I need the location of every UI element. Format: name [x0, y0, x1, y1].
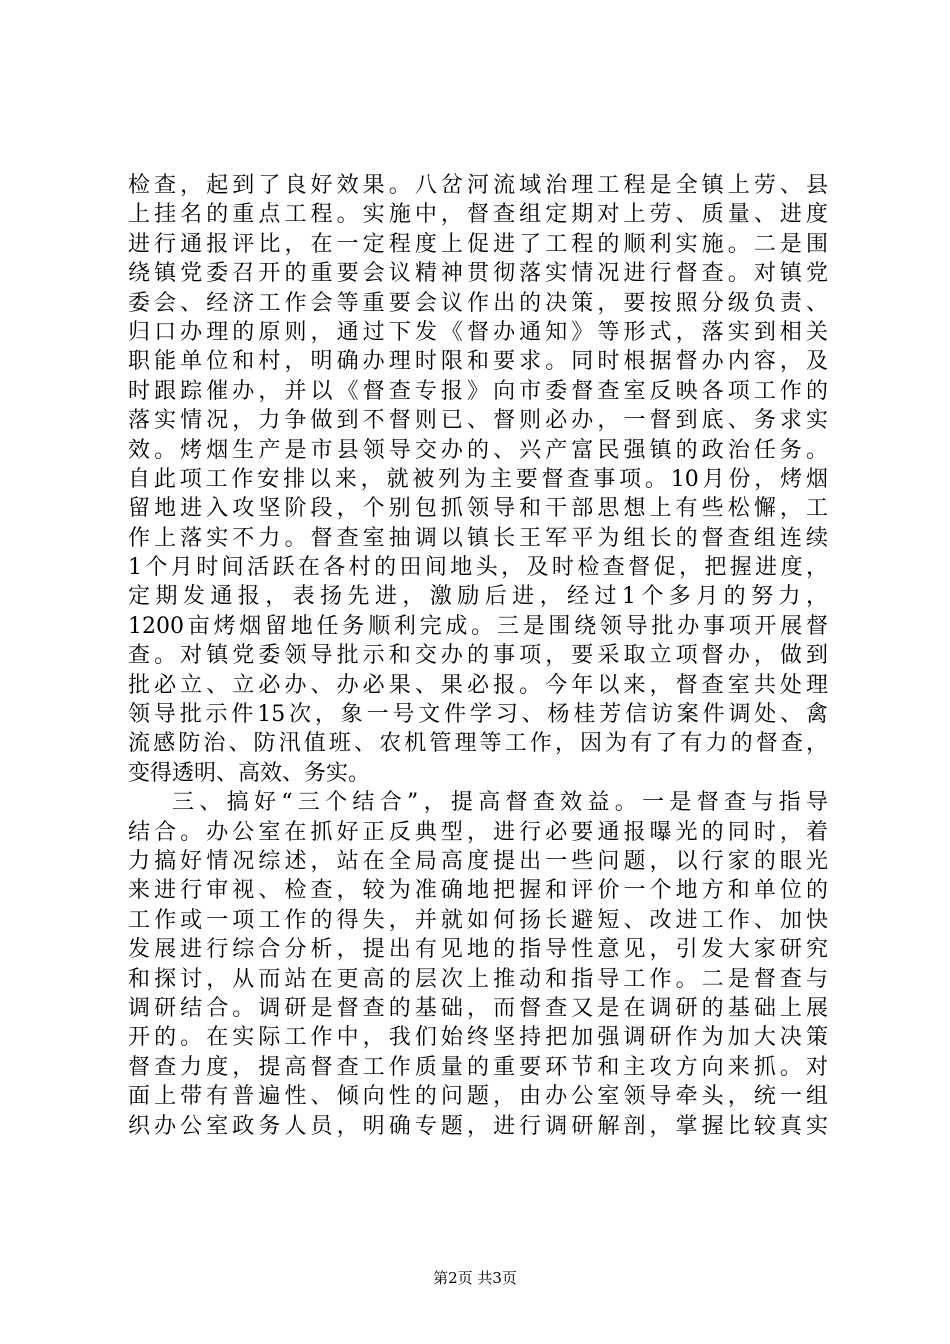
text-line: 定期发通报，表扬先进，激励后进，经过1个多月的努力，	[128, 584, 828, 610]
text-line: 上挂名的重点工程。实施中，督查组定期对上劳、质量、进度	[128, 202, 828, 228]
text-line: 委会、经济工作会等重要会议作出的决策，要按照分级负责、	[128, 290, 828, 316]
text-line: 来进行审视、检查，较为准确地把握和评价一个地方和单位的	[128, 878, 828, 904]
text-line: 开的。在实际工作中，我们始终坚持把加强调研作为加大决策	[128, 1025, 828, 1051]
text-line: 领导批示件15次，象一号文件学习、杨桂芳信访案件调处、禽	[128, 702, 828, 728]
text-line: 1个月时间活跃在各村的田间地头，及时检查督促，把握进度，	[128, 555, 828, 581]
text-line: 留地进入攻坚阶段，个别包抓领导和干部思想上有些松懈，工	[128, 496, 828, 522]
text-line: 落实情况，力争做到不督则已、督则必办，一督到底、务求实	[128, 408, 828, 434]
text-line: 作上落实不力。督查室抽调以镇长王军平为组长的督查组连续	[128, 525, 828, 551]
text-line: 调研结合。调研是督查的基础，而督查又是在调研的基础上展	[128, 995, 828, 1021]
text-line: 工作或一项工作的得失，并就如何扬长避短、改进工作、加快	[128, 907, 828, 933]
text-line: 检查，起到了良好效果。八岔河流域治理工程是全镇上劳、县	[128, 173, 828, 198]
text-line: 职能单位和村，明确办理时限和要求。同时根据督办内容，及	[128, 349, 828, 375]
text-line: 查。对镇党委领导批示和交办的事项，要采取立项督办，做到	[128, 643, 828, 669]
text-line: 织办公室政务人员，明确专题，进行调研解剖，掌握比较真实	[128, 1113, 828, 1139]
text-line: 绕镇党委召开的重要会议精神贯彻落实情况进行督查。对镇党	[128, 261, 828, 287]
text-line: 流感防治、防汛值班、农机管理等工作，因为有了有力的督查，	[128, 731, 828, 757]
text-line: 批必立、立必办、办必果、果必报。今年以来，督查室共处理	[128, 672, 828, 698]
text-line: 三、搞好“三个结合”，提高督查效益。一是督查与指导	[172, 790, 828, 816]
text-line: 发展进行综合分析，提出有见地的指导性意见，引发大家研究	[128, 937, 828, 963]
body-text	[128, 171, 828, 1141]
text-line: 变得透明、高效、务实。	[128, 760, 371, 786]
text-line: 自此项工作安排以来，就被列为主要督查事项。10月份，烤烟	[128, 466, 828, 492]
text-line: 1200亩烤烟留地任务顺利完成。三是围绕领导批办事项开展督	[128, 613, 828, 639]
page-footer: 第2页 共3页	[433, 1269, 517, 1287]
text-line: 力搞好情况综述，站在全局高度提出一些问题，以行家的眼光	[128, 848, 828, 874]
text-line: 和探讨，从而站在更高的层次上推动和指导工作。二是督查与	[128, 966, 828, 992]
text-line: 进行通报评比，在一定程度上促进了工程的顺利实施。二是围	[128, 231, 828, 257]
text-line: 归口办理的原则，通过下发《督办通知》等形式，落实到相关	[128, 319, 828, 345]
text-line: 时跟踪催办，并以《督查专报》向市委督查室反映各项工作的	[128, 378, 828, 404]
text-line: 效。烤烟生产是市县领导交办的、兴产富民强镇的政治任务。	[128, 437, 828, 463]
text-line: 结合。办公室在抓好正反典型，进行必要通报曝光的同时，着	[128, 819, 828, 845]
text-line: 督查力度，提高督查工作质量的重要环节和主攻方向来抓。对	[128, 1054, 828, 1080]
text-line: 面上带有普遍性、倾向性的问题，由办公室领导牵头，统一组	[128, 1084, 828, 1110]
